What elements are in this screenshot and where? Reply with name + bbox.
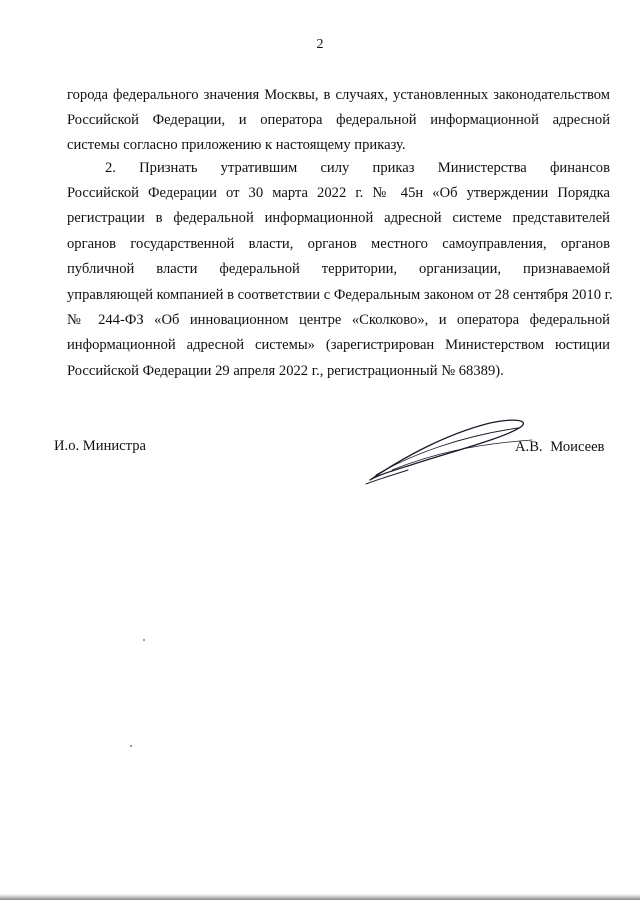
body-line: регистрации в федеральной информационной адресной системе представителей — [67, 210, 610, 226]
body-line: управляющей компанией в соответствии с Федеральным законом от 28 сентября 2010 г. — [67, 287, 613, 303]
body-line: информационной адресной системы» (зарегистрирован Министерством юстиции — [67, 337, 610, 353]
body-line: города федерального значения Москвы, в случаях, установленных законодательством — [67, 87, 610, 103]
page-number: 2 — [316, 37, 324, 52]
scan-speck — [130, 745, 132, 747]
body-line: органов государственной власти, органов местного самоуправления, органов — [67, 236, 610, 252]
body-line: Российской Федерации, и оператора федеральной информационной адресной — [67, 112, 610, 128]
signer-title: И.о. Министра — [54, 438, 146, 454]
body-line: публичной власти федеральной территории, организации, признаваемой — [67, 261, 610, 277]
handwritten-signature — [362, 414, 534, 488]
signer-name: А.В. Моисеев — [515, 439, 605, 455]
body-line: № 244-ФЗ «Об инновационном центре «Сколково», и оператора федеральной — [67, 312, 610, 328]
body-line: Российской Федерации 29 апреля 2022 г., регистрационный № 68389). — [67, 363, 504, 379]
body-line: Российской Федерации от 30 марта 2022 г. № 45н «Об утверждении Порядка — [67, 185, 610, 201]
body-line: системы согласно приложению к настоящему приказу. — [67, 137, 406, 153]
scan-speck — [143, 639, 145, 641]
body-line-paragraph-start: 2. Признать утратившим силу приказ Министерства финансов — [105, 160, 610, 176]
scan-edge-shadow — [0, 894, 640, 900]
